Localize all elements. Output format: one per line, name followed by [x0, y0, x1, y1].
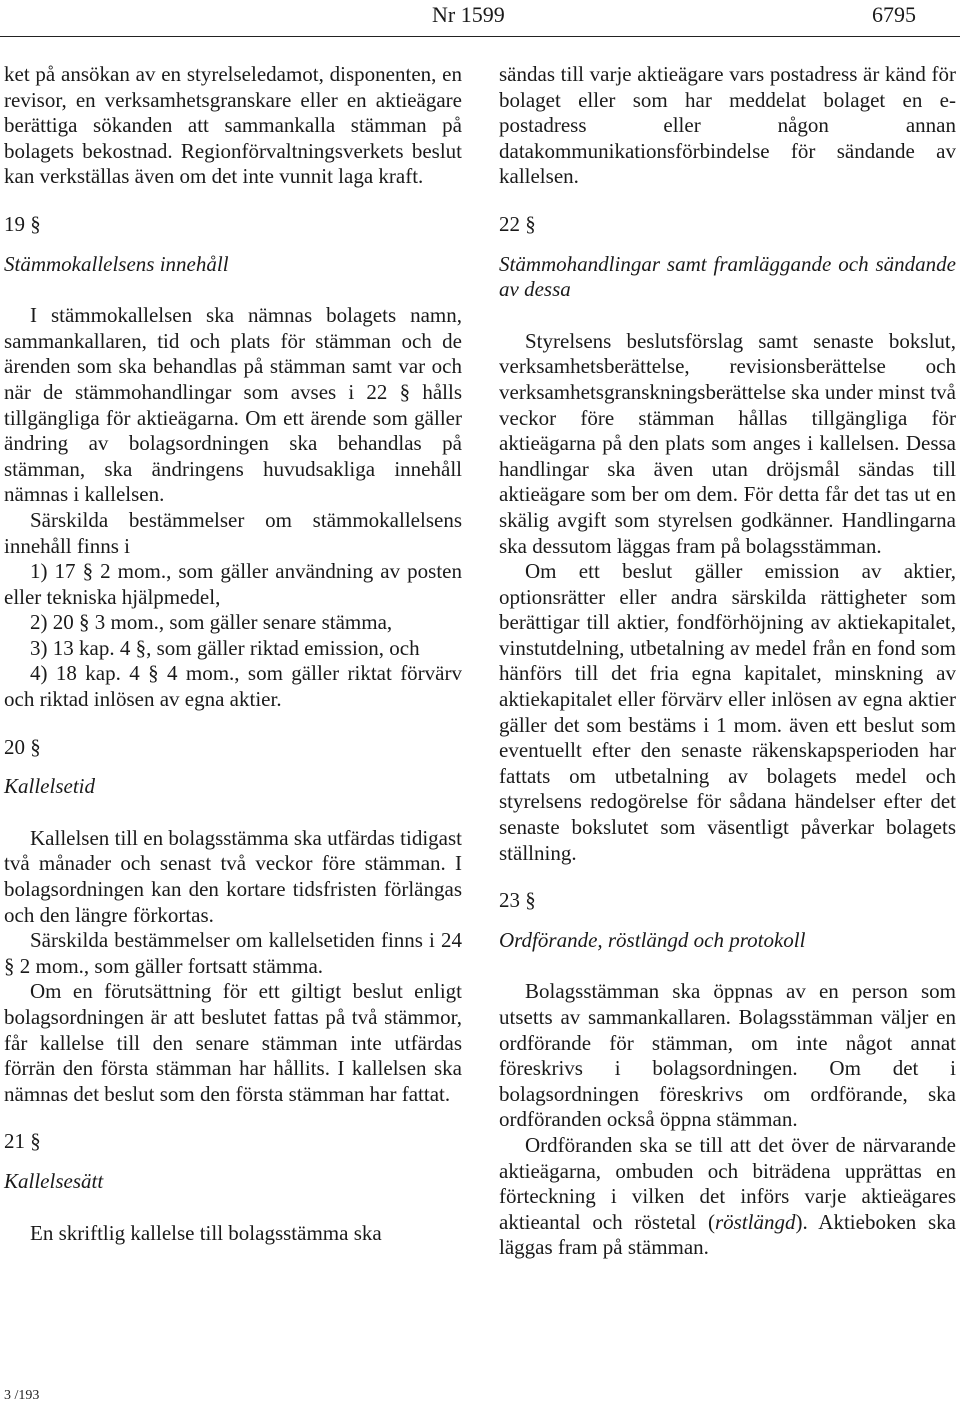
section-20-title: Kallelsetid [4, 774, 95, 799]
section-23-title: Ordförande, röstlängd och protokoll [499, 927, 806, 952]
section-23-text: ). Aktieboken ska läggas fram på stämman. [499, 1209, 956, 1260]
section-22-number: 22 § [499, 211, 536, 236]
left-column [4, 62, 462, 1246]
section-23-paragraph [499, 1133, 956, 1261]
section-19-number: 19 § [4, 211, 41, 236]
section-19-list-item: 2) 20 § 3 mom., som gäller senare stämma, [30, 610, 393, 635]
page-footer-ref: 3 /193 [4, 1388, 40, 1403]
section-23-number: 23 § [499, 888, 536, 913]
section-19-paragraph: I stämmokallelsen ska nämnas bolagets namn, sammankallaren, tid och plats för stämman och de ärenden som ska behandlas på stämman samt var och när de stämmohandlingar som avses i 22 § hålls tillgängliga för aktieägarna. Om ett ärende som gäller ändring av bolagsordningen ska behandlas på stämman, ska ändringens huvudsakliga innehåll nämnas i kallelsen. [4, 303, 462, 507]
section-19-list-item: 1) 17 § 2 mom., som gäller användning av posten eller tekniska hjälpmedel, [4, 559, 462, 609]
section-19-paragraph: Särskilda bestämmelser om stämmokallelsens innehåll finns i [4, 507, 462, 558]
section-23-emphasis: röstlängd [714, 1209, 796, 1234]
section-22-paragraph: Om ett beslut gäller emission av aktier, optionsrätter eller andra särskilda rättigheter som berättigar till aktier, fondförhöjning av aktiekapitalet, vinstutdelning, utbetalning av medel från en fond som hänförs till det fria egna kapitalet, minskning av aktiekapitalet eller förvärv eller inlösen av egna aktier gäller det som bestäms i 1 mom. även ett beslut som eventuellt efter den senaste räkenskapsperioden har fattats om utbetalning av bolagets medel och styrelsens redogörelse för sådana händelser efter det senaste bokslutet som väsentligt påverkar bolagets ställning. [499, 559, 956, 865]
section-21-title: Kallelsesätt [4, 1168, 104, 1193]
section-20-paragraph: Kallelsen till en bolagsstämma ska utfärdas tidigast två månader och senast två veckor före stämman. I bolagsordningen kan den kortare tidsfristen förlängas och den längre förkortas. [4, 825, 462, 927]
section-20-paragraph: Särskilda bestämmelser om kallelsetiden finns i 24 § 2 mom., som gäller fortsatt stämma. [4, 928, 462, 978]
section-20-number: 20 § [4, 734, 41, 759]
section-19-list-item: 4) 18 kap. 4 § 4 mom., som gäller riktat förvärv och riktad inlösen av egna aktier. [4, 661, 462, 712]
section-22-paragraph: Styrelsens beslutsförslag samt senaste bokslut, verksamhetsberättelse, revisionsberättelse och verksamhetsgranskningsberättelse ska under minst två veckor före stämman hållas tillgängliga för aktieägarna på den plats som anges i kallelsen. Dessa handlingar ska även utan dröjsmål sändas till aktieägare som ber om dem. För detta får det tas ut en skälig avgift som styrelsen godkänner. Handlingarna ska dessutom läggas fram på bolagsstämman. [499, 328, 956, 558]
section-19-list-item: 3) 13 kap. 4 §, som gäller riktad emission, och [30, 635, 420, 660]
section-23-paragraph: Bolagsstämman ska öppnas av en person som utsetts av sammankallaren. Bolagsstämman väljer en ordförande för stämman, om inte något annat föreskrivs i bolagsordningen. Om det i bolagsordningen föreskrivs om ordförande, ska ordföranden också öppna stämman. [499, 979, 956, 1132]
right-column [499, 62, 956, 1261]
section-19-title: Stämmokallelsens innehåll [4, 251, 229, 276]
page-header [0, 0, 960, 30]
header-rule [0, 36, 960, 37]
intro-paragraph: ket på ansökan av en styrelseledamot, disponenten, en revisor, en verksamhetsgranskare eller en aktieägare berättiga sökanden att sammankalla stämman på bolagets bekostnad. Regionförvaltningsverkets beslut kan verkställas även om det inte vunnit laga kraft. [4, 62, 462, 189]
section-21-paragraph: En skriftlig kallelse till bolagsstämma ska [30, 1220, 382, 1245]
section-20-paragraph: Om en förutsättning för ett giltigt beslut enligt bolagsordningen är att beslutet fattas på två stämmor, får kallelse till den senare stämman inte utfärdas förrän den första stämman har hållits. I kallelsen ska nämnas det beslut som den första stämman har fattat. [4, 979, 462, 1106]
section-22-title: Stämmohandlingar samt framläggande och sändande av dessa [499, 251, 956, 302]
continued-paragraph: sändas till varje aktieägare vars postadress är känd för bolaget eller som har meddelat bolaget en e-postadress eller någon annan datakommunikationsförbindelse för sändande av kallelsen. [499, 62, 956, 189]
section-21-number: 21 § [4, 1129, 41, 1154]
section-23-text: Ordföranden ska se till att det över de närvarande aktieägarna, ombuden och biträdena upprättas en förteckning i vilken det införs varje aktieägares aktieantal och röstetal ( [499, 1132, 956, 1234]
document-number: Nr 1599 [432, 2, 505, 27]
page-number: 6795 [872, 2, 916, 27]
